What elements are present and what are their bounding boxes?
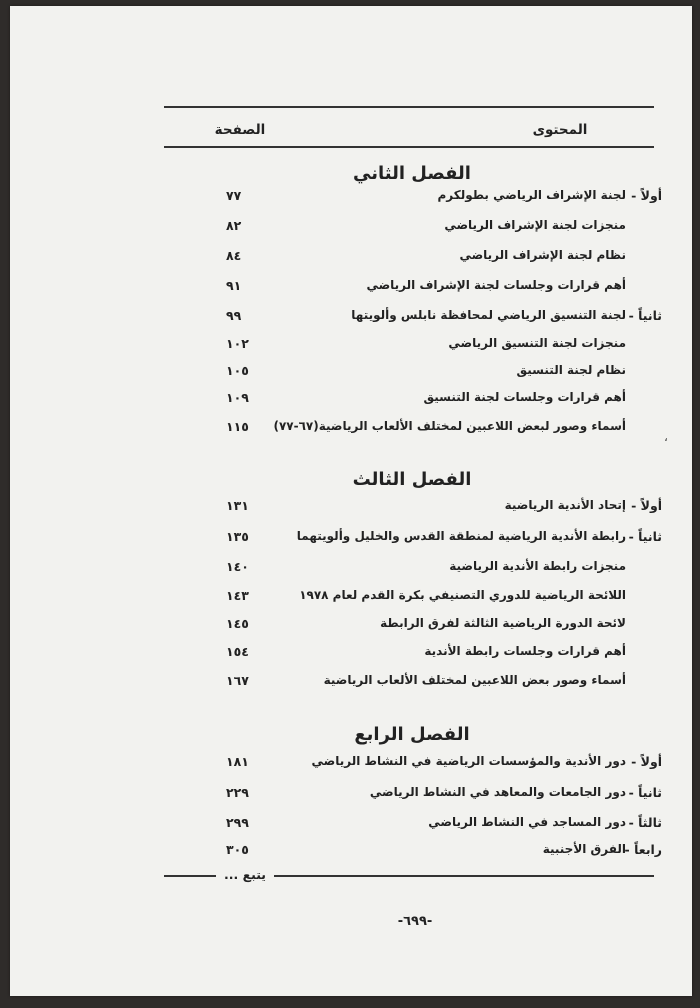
entry-title: دور الجامعات والمعاهد في النشاط الرياضي [369,785,626,799]
entry-title: لجنة الإشراف الرياضي بطولكرم [437,188,626,202]
entry-page: ٩١ [226,278,242,293]
entry-title: إتحاد الأندية الرياضية [504,498,626,512]
entry-title: رابطة الأندية الرياضية لمنطقة القدس والخليل وألويتهما [296,529,626,543]
entry-label: ثانياً - [628,529,662,544]
entry-title: اللائحة الرياضية للدوري التصنيفي بكرة القدم لعام ١٩٧٨ [299,588,626,602]
entry-title: الفرق الأجنبية [542,842,626,856]
chapter-heading: الفصل الثالث [352,469,472,490]
entry-label: ثالثاً - [628,815,662,830]
entry-page: ٩٩ [226,308,242,323]
entry-label: أولاً - [631,754,662,769]
entry-title: لائحة الدورة الرياضية الثالثة لفرق الرابطة [380,616,626,630]
entry-page: ٢٢٩ [226,785,249,800]
entry-title: لجنة التنسيق الرياضي لمحافظة نابلس وألويتها [351,308,626,322]
entry-title: أسماء وصور بعض اللاعبين لمختلف الألعاب الرياضية [323,673,626,687]
document-page [10,6,692,996]
margin-mark: ، [664,430,668,444]
chapter-heading: الفصل الرابع [354,724,470,745]
entry-page: ٨٤ [226,248,242,263]
entry-page: ١٠٥ [226,363,249,378]
entry-title: أهم قرارات وجلسات رابطة الأندية [424,644,626,658]
entry-title: أهم قرارات وجلسات لجنة التنسيق [423,390,626,404]
entry-label: ثانياً - [628,785,662,800]
entry-title: نظام لجنة التنسيق [516,363,626,377]
entry-title: أسماء وصور لبعض اللاعبين لمختلف الألعاب الرياضية(٦٧-٧٧) [273,419,626,433]
entry-page: ١٨١ [226,754,249,769]
entry-title: منجزات لجنة التنسيق الرياضي [448,336,626,350]
entry-label: رابعاً - [624,842,662,857]
entry-title: دور المساجد في النشاط الرياضي [428,815,626,829]
entry-page: ١٤٥ [226,616,249,631]
entry-title: منجزات رابطة الأندية الرياضية [449,559,626,573]
entry-page: ١٠٩ [226,390,249,405]
header-bottom-rule [164,146,654,148]
entry-label: أولاً - [631,188,662,203]
entry-page: ٢٩٩ [226,815,249,830]
entry-title: أهم قرارات وجلسات لجنة الإشراف الرياضي [366,278,626,292]
entry-page: ٧٧ [226,188,242,203]
page-column-header: الصفحة [214,122,266,138]
entry-page: ١٦٧ [226,673,249,688]
entry-page: ١٥٤ [226,644,249,659]
entry-page: ١٠٢ [226,336,249,351]
entry-title: منجزات لجنة الإشراف الرياضي [444,218,626,232]
entry-page: ١٣١ [226,498,249,513]
entry-page: ١٣٥ [226,529,249,544]
entry-page: ١٤٠ [226,559,249,574]
header-top-rule [164,106,654,108]
entry-page: ٣٠٥ [226,842,249,857]
page-number: -٦٩٩- [397,914,433,929]
entry-label: ثانياً - [628,308,662,323]
chapter-heading: الفصل الثاني [353,163,471,184]
entry-page: ١٤٣ [226,588,249,603]
continued-note: يتبع ... [216,867,274,882]
content-column-header: المحتوى [532,122,588,138]
entry-page: ٨٢ [226,218,242,233]
entry-title: دور الأندية والمؤسسات الرياضية في النشاط الرياضي [311,754,626,768]
entry-label: أولاً - [631,498,662,513]
entry-title: نظام لجنة الإشراف الرياضي [459,248,626,262]
entry-page: ١١٥ [226,419,249,434]
